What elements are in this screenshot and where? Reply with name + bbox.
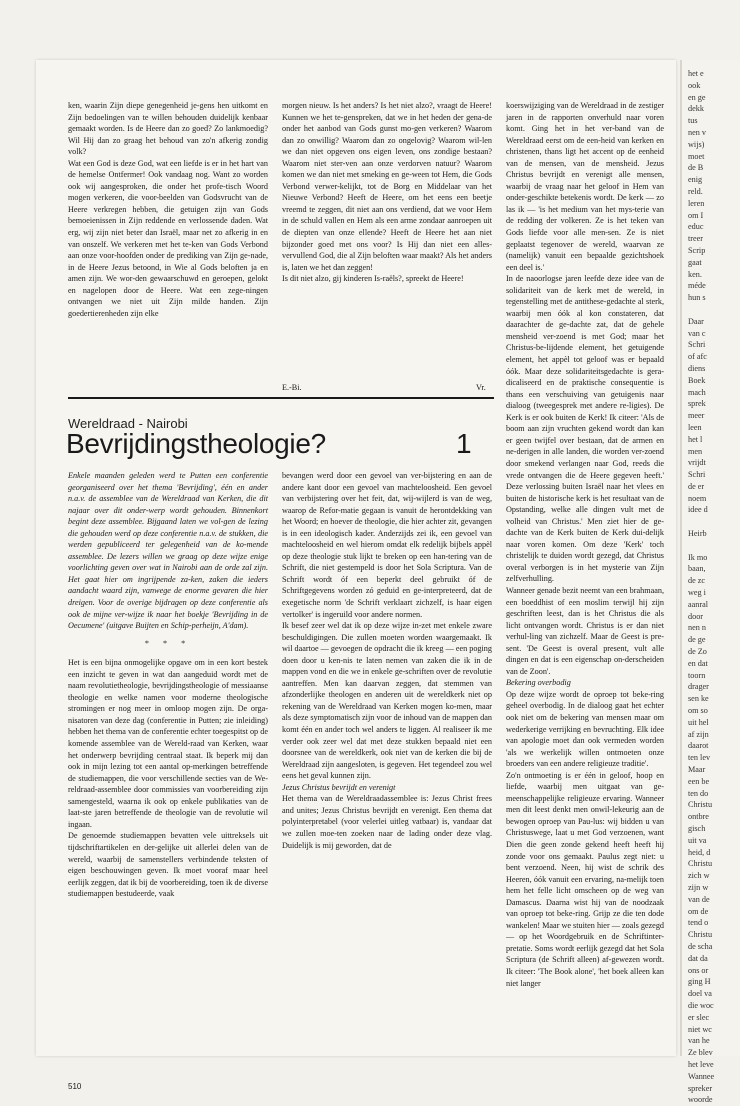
article-subheading: Jezus Christus bevrijdt en verenigt [282, 782, 396, 792]
article-column-2 [282, 470, 492, 1070]
article-column-1 [68, 470, 268, 1070]
adjacent-page-text: het e ook en ge dekk tus nen v wijs) moet de B enig reld. leren om I educ treer Scrip gaat ken. méde hun s Daar van c Schri of afc diens Boek mach sprek meer leen het l men vrijdt Schri de er noem idee d Heirb Ik mo baan, de zc weg i aanral door nen n de ge de Zo en dat toorn drager sen ke om so uit hel af zijn daarot ten lev Maar een be ten do Christu ontbre gisch uit va heid, d Christu zich w zijn w van de om de tend o Christu de scha dat da ons or ging H doel va die woc er slec niet wc van he Ze blev het leve Wannee spreker woorde [688, 69, 715, 1105]
adjacent-page-edge [680, 60, 740, 1105]
paragraph: Op deze wijze wordt de oproep tot beke-ring geheel overbodig. In de dialoog gaat het echter ook niet om de bekering van mensen maar om wederkerige verrijking en bevruchting. Elk idee van apologie moet dan ook vermeden worden 'als we werkelijk willen ontmoeten onze broeders van een andere religieuze traditie'. [506, 689, 664, 769]
paragraph: Wanneer genade bezit neemt van een brahmaan, een boeddhist of een moslim terwijl hij zijn geschriften leest, dan is het Christus die als licht ontvangen wordt. Christus is er dan niet verhul-ling van zichzelf. Maar de Geest is pre-sent. 'De Geest is overal present, vult alle dingen en dat is een eigenschap on-derscheiden van de Zoon'. [506, 585, 664, 676]
section-divider [68, 397, 494, 399]
paragraph: Zo'n ontmoeting is er één in geloof, hoop en liefde, waarbij men uitgaat van ge-meenschappelijke religieuze ervaring. Wanneer men dit leest denkt men onwil-lekeurig aan de bewogen oproep van Pau-lus: wij bidden u van Christuswege, laat u met God verzoenen, want Dien die geen zonde gekend heeft heeft hij zonde voor ons gemaakt. Paulus zegt niet: u bent verzoend. Neen, hij wist de schrik des Heeren, óók vanuit een ervaring, na-melijk toen hem het felle licht omscheen op de weg van Damascus. Daarna wist hij van de noodzaak van oproep tot beke-ring. Grijp ze die ten dode wankelen! Maar we stuiten hier — zoals gezegd — op het Woordgebruik en de Schriftinter-pretatie. Soms wordt eerlijk gezegd dat het Sola Scriptura (de Schrift alleen) af-gewezen wordt. Ik citeer: 'The Book alone', 'het boek alleen kan niet langer [506, 770, 665, 988]
article-subheading: Bekering overbodig [506, 678, 571, 688]
paragraph: In de naoorlogse jaren leefde deze idee van de solidariteit van de kerk met de wereld, in tegenstelling met de antithese-gedachte al sterk, waarbij men óók al kon constateren, dat daarachter de ge-dachte zat, dat de gehele mensheid ver-zoend is met God; maar het Christus-be-lijdende element, het getuigende element, het appèl tot geloof was er bepaald óók. Maar deze solidariteitsgedachte is gera-dicaliseerd en de praktische consequentie is thans een verschuiving van getuigenis naar dialoog (tweegesprek met andere re-ligies). De Kerk is er ook buiten de Kerk! Ik citeer: 'Als de boom aan zijn vruchten gekend wordt dan kan er geen twijfel over bestaan, dat de armen en ne-derigen in alle landen, die worden ver-zoend door smekend verlangen naar God, reeds die vrede ontvangen die de Heere gegeven heeft.' Deze verlossing buiten Israël naar het vlees en buiten de historische kerk is het resultaat van de Opstanding, welke alle dingen vult met de volheid van Christus.' Men ziet hier de ge-dachte van de Kerk buiten de Kerk dui-delijk naar voren komen. Om deze 'Kerk' toch christelijk te duiden wordt gezegd, dat Christus overal verborgen is in het mysterie van Zijn zelfverhulling. [506, 274, 664, 584]
article-intro: Enkele maanden geleden werd te Putten een conferentie georganiseerd over het thema 'Bevrijding', één en ander n.a.v. de assemblee van de Wereldraad van Kerken, die dit najaar over dit onder-werp wordt gehouden. Binnenkort begint deze assemblee. Bijgaand laten we vol-gen de lezing die gehouden werd op deze conferentie n.a.v. de stukken, die werden gepubliceerd ter gelegenheid van de ko-mende assemblee. De lezers willen we graag op deze wijze enige voorlichting geven over wat in Nairobi aan de orde zal zijn. Het gaat hier om ingrijpende za-ken, zaken die ieders aandacht waard zijn, vanwege de enorme gevaren die hier dreigen. Voor de overige bijdragen op deze conferentie als ook de mijne ver-wijze ik naar het boekje 'Bevrijding in de Oecumene' (uitgave Buijten en Schip-perheijn, A'dam). [68, 471, 268, 631]
signature-initials: E.-Bi. [282, 383, 302, 392]
article-headline: Bevrijdingstheologie? [66, 428, 326, 459]
article-part-number: 1 [456, 428, 472, 459]
paragraph: Het thema van de Wereldraadassemblee is: Jezus Christ frees and unites; Jezus Christus bevrijdt en verenigt. Een thema dat polyinterpretabel (voor velerlei uitleg vatbaar) is, vandaar dat we zullen moe-ten zoeken naar de lading onder deze vlag. Duidelijk is mij geworden, dat de [282, 794, 492, 850]
paragraph: ken, waarin Zijn diepe genegenheid je-gens hen uitkomt en Zijn bedoelingen van te willen behouden duidelijk kenbaar gemaakt worden. Is de Heere dan zo goed? Zo lankmoedig? Wil Hij dan zo graag het behoud van zo'n afkerig zondig volk? [68, 101, 268, 157]
paragraph: bevangen werd door een gevoel van ver-bijstering en aan de andere kant door een gevoel van machteloosheid. Een gevoel van verbijstering over het feit, dat, wij-wijlerd is van de weg, waarop de Refor-matie gegaan is vanuit de herontdekking van het Woord; en hoever de theologie, die hier achter zit, gevangen is in een ideologisch kader. Anderzijds zei ik, een gevoel van machteloosheid en wel hierom omdat elk redelijk bijbels appèl op deze theologie stuk lijkt te breken op een han-tering van de Schrift, die niet gestempeld is door het Sola Scriptura. Van de Schrift wordt óf een beperkt deel gebruikt óf de Schriftgegevens worden zó geduid en ge-interpreteerd, dat de exegetische norm 'de Schrift verklaart zichzelf, is haar eigen vertolker' is ingeruild voor andere normen. [282, 471, 492, 619]
top-article-column-1 [68, 100, 268, 382]
paragraph: Wat een God is deze God, wat een liefde is er in het hart van de hemelse Ontfermer! Ook vandaag nog. Want zo worden ook wij aangesproken, die onder het profe-tisch Woord mogen verkeren, die voor-beelden van Godsvrucht van de Heere verkregen hebben, die getuigen zijn van Gods bemoeienissen in Zijn reddende en verlossende daden. Wat erg, wij zijn niet beter dan Israël, maar net zo afkerig in en van onszelf. We verkeren met het te-ken van Gods Verbond aan onze voor-hoofden onder de prediking van Zijn ge-nade, in de Heere Jezus betoond, in Wie al Gods beloften ja en amen zijn. We wor-den gewaarschuwd en geroepen, gelokt en nagelopen door de Heere. Wat een zege-ningen ontvangen we niet uit Zijn milde handen. Zijn goedertierenheden zijn elke [68, 158, 268, 318]
paragraph: De genoemde studiemappen bevatten vele uittreksels uit tijdschriftartikelen en der-gelijke uit allerlei delen van de wereld, waarbij de samenstellers verbindende teksten of eigen beschouwingen geven. Ik moet vooraf maar heel eerlijk zeggen, dat ik bij de voorbereiding, toen ik de diverse studiemappen bestudeerde, vaak [68, 831, 268, 899]
paragraph: morgen nieuw. Is het anders? Is het niet alzo?, vraagt de Heere! Kunnen we het te-genspreken, dat we in het heden der gena-de onder het aanbod van Gods gunst mo-gen verkeren? Waarom dan zo onwillig? Waarom dan zo ongelovig? Waarom wil-len we dan niet opgeven ons eigen leven, ons zondige bestaan? Waarom niet ster-ven aan onze verdorven natuur? Waarom komen we dan niet met smeking en ge-ween tot Hem, die Gods Verbond verwer-kelijkt, tot de Borg en Middelaar van het Nieuwe Verbond? Heeft de Heere, om het eens een beetje vreemd te zeggen, dit niet aan ons verdiend, dat we voor Hem in de schuld vallen en Hem als een arme zondaar aanroepen uit de diepten van onze ellende? Heeft de Heere het aan niet bijzonder goed met ons voor? Is Hij dan niet een alles-vervullend God, die al Zijn beloften waar maakt? Als het anders is, laten we het dan zeggen! [282, 101, 492, 272]
page-number: 510 [68, 1082, 82, 1091]
article-kicker: Wereldraad - Nairobi [68, 416, 188, 431]
signature-abbrev: Vr. [476, 383, 486, 392]
article-column-3 [506, 100, 664, 1070]
paragraph: Is dit niet alzo, gij kinderen Is-raëls?, spreekt de Heere! [282, 274, 464, 284]
top-article-column-2 [282, 100, 492, 382]
paragraph: koerswijziging van de Wereldraad in de zestiger jaren in de rapporten onverhuld naar voren komt. Ging het in het ver-band van de Wereldraad eerst om de een-heid van kerken en christenen, thans ligt het accent op de eenheid van de mensen, van de mensheid. Jezus Christus bevrijdt en verenigt alle mensen, waarbij de vraag naar het geloof in Hem van onder-geschikte betekenis wordt. De kerk — zo las ik — 'is het medium van het mys-terie van de redding der volkeren. Ze is het teken van Gods liefde voor alle men-sen. Ze is niet geplaatst tegenover de wereld, waarvan ze (namelijk) vanuit een bepaalde gezichtshoek een deel is.' [506, 101, 664, 272]
magazine-page [36, 60, 676, 1091]
paragraph: Ik besef zeer wel dat ik op deze wijze in-zet met enkele zware beschuldigingen. Die zullen moeten worden waargemaakt. Ik wil daartoe — gevoegen de opdracht die ik kreeg — een poging doen door u ken-nis te laten nemen van zaken die ik in de mappen vond en die we in enkele ge-schriften over de revolutie aantreffen. Men kan daarvan zeggen, dat stemmen van afzonderlijke theologen en anderen uit de wereldkerk niet op rekening van de Wereldraad van Kerken mogen ko-men, maar als deze symptomatisch zijn voor de inhoud van de mappen dan komt één en ander toch wel anders te liggen. Al realiseer ik me verder ook zeer wel dat met deze stukken bepaald niet een doorsnee van de wereldkerk, ook niet van de kerken die bij de Wereldraad zijn aangesloten, is gegeven. Het tegendeel zou wel eens het geval kunnen zijn. [282, 621, 492, 781]
section-break-stars: * * * [144, 638, 192, 648]
paragraph: Het is een bijna onmogelijke opgave om in een kort bestek een inzicht te geven in wat dan aangeduid wordt met de naam revolutietheologie, bevrijdingstheologie of messiaanse theologie en welke namen voor moderne theologische stromingen er nog meer in omloop mogen zijn. De orga-nisatoren van deze dag (conferentie in Putten; zie inleiding) hebben het thema van de conferentie echter toegespitst op de komende assemblee van de Wereld-raad van Kerken, waar het onderwerp bevrijding centraal staat. Ik beperk mij dan ook in mijn lezing tot een aantal op-merkingen betreffende de studiemappen, die voor verschillende secties van de We-reldraad-assemblee door commissies van voorbereiding zijn samengesteld, waarna ik ook op enkele publikaties van de laat-ste jaren betreffende de theologie van de revolutie wil ingaan. [68, 658, 268, 829]
